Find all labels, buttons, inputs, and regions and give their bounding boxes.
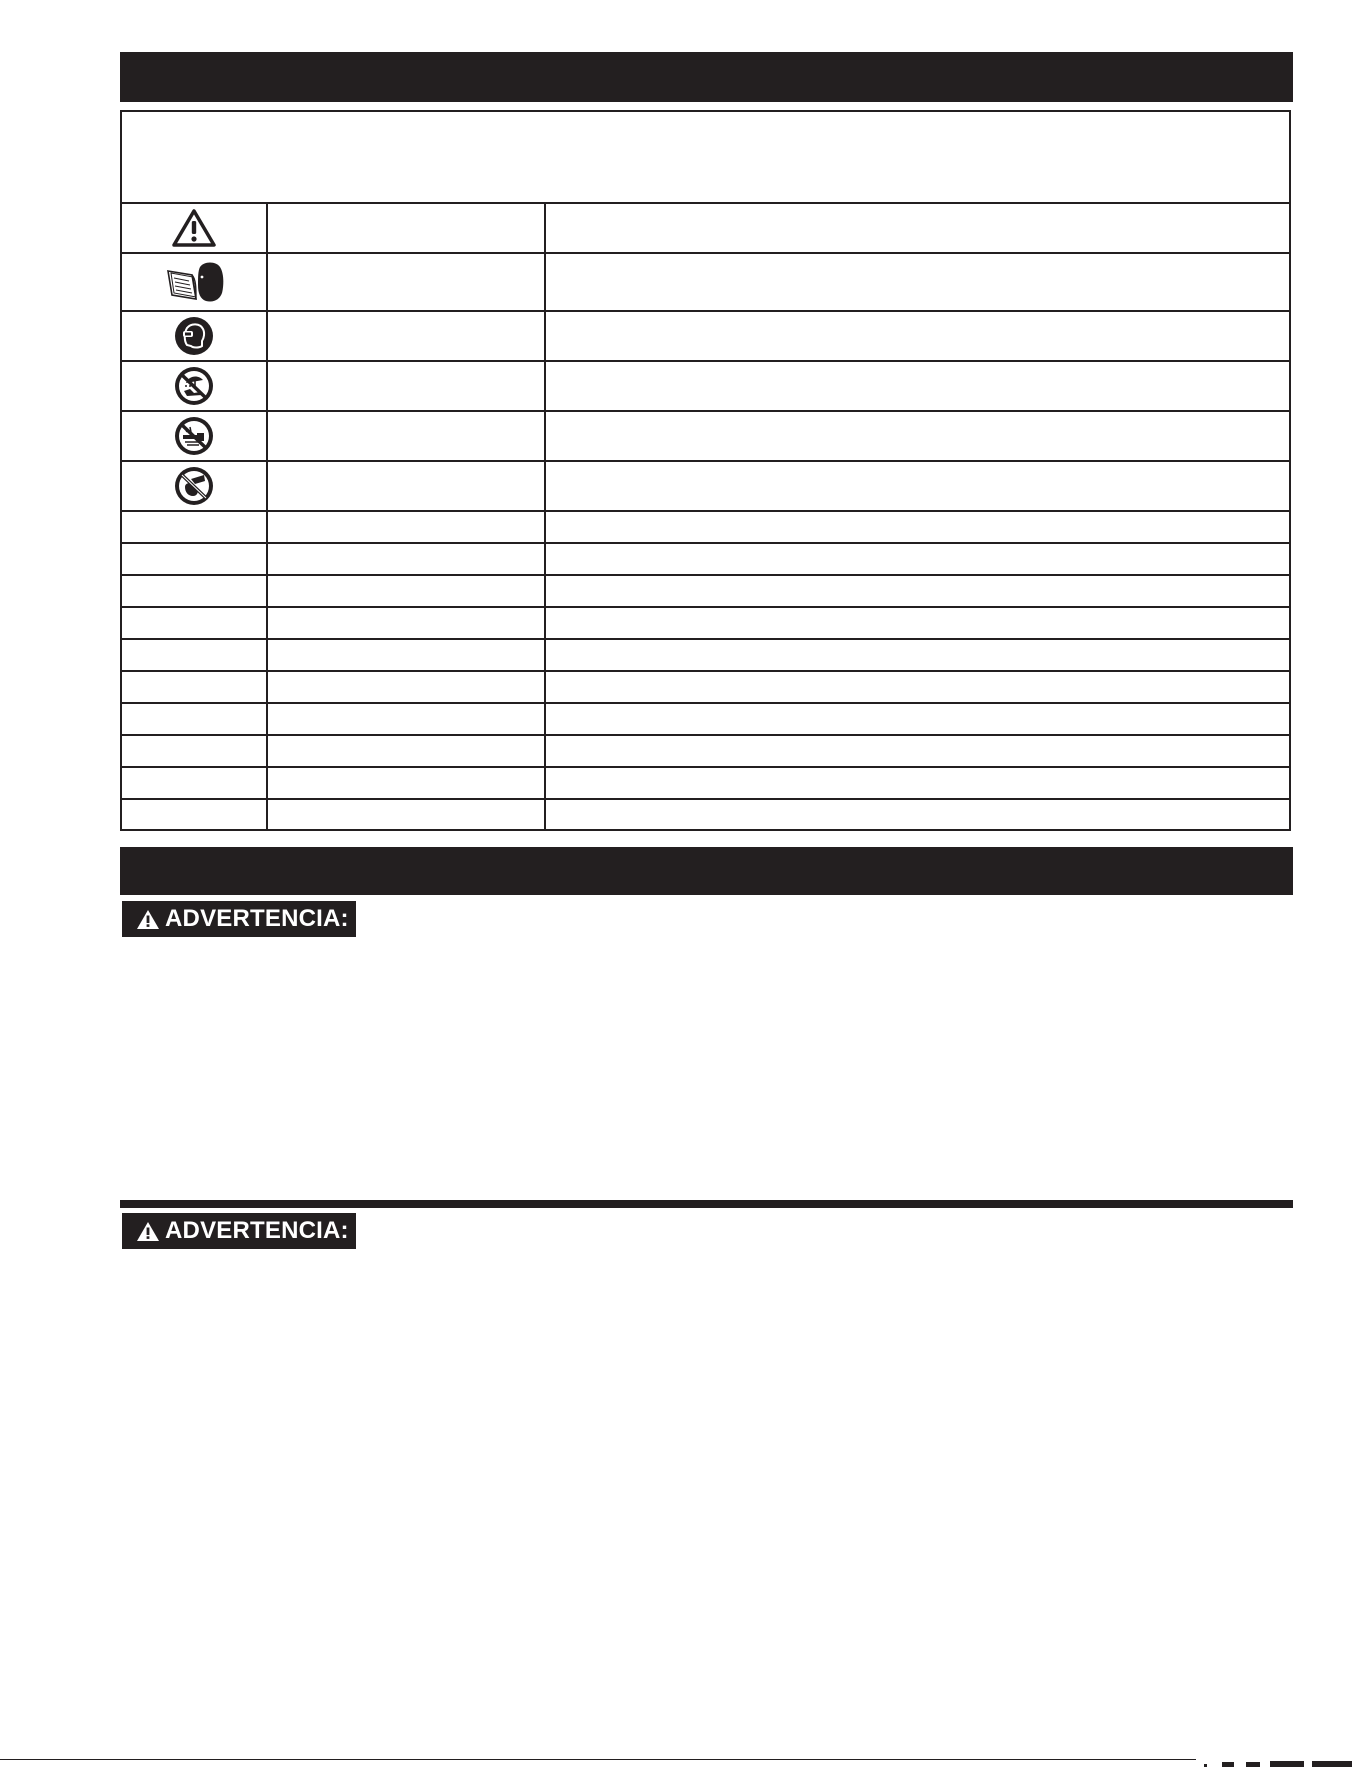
- safety-alert-triangle-icon: [122, 204, 266, 252]
- row-term: [272, 768, 540, 798]
- row-definition: [550, 800, 1285, 829]
- row-definition: [550, 704, 1285, 734]
- row-term: [272, 544, 540, 574]
- table-row: [122, 254, 1289, 312]
- row-term: [272, 640, 540, 670]
- table-row: [122, 736, 1289, 768]
- section-divider-rule: [120, 1200, 1293, 1208]
- table-row: [122, 362, 1289, 412]
- row-definition: [550, 204, 1285, 252]
- table-row: [122, 768, 1289, 800]
- wear-eye-protection-icon: [122, 312, 266, 360]
- table-row: [122, 640, 1289, 672]
- row-definition: [550, 254, 1285, 310]
- row-definition: [550, 608, 1285, 638]
- row-term: [272, 312, 540, 360]
- row-definition: [550, 362, 1285, 410]
- row-term: [272, 800, 540, 829]
- no-water-spray-icon: [122, 412, 266, 460]
- no-hand-contact-icon: [122, 462, 266, 510]
- row-term: [272, 512, 540, 542]
- row-definition: [550, 462, 1285, 510]
- row-term: [272, 736, 540, 766]
- table-row: [122, 672, 1289, 704]
- row-definition: [550, 576, 1285, 606]
- table-row: [122, 800, 1289, 829]
- row-definition: [550, 412, 1285, 460]
- table-row: [122, 312, 1289, 362]
- symbol-table-intro: [122, 112, 1289, 204]
- warning-triangle-icon: [136, 1221, 160, 1242]
- row-term: [272, 204, 540, 252]
- row-definition: [550, 640, 1285, 670]
- table-row: [122, 512, 1289, 544]
- row-definition: [550, 672, 1285, 702]
- footer-printer-marks: [1200, 1754, 1361, 1761]
- section-header-bar-top: [120, 52, 1293, 102]
- row-term: [272, 462, 540, 510]
- read-manual-icon: [122, 254, 266, 310]
- row-term: [272, 412, 540, 460]
- row-definition: [550, 312, 1285, 360]
- warning-label: [122, 1213, 356, 1249]
- table-row: [122, 544, 1289, 576]
- row-term: [272, 608, 540, 638]
- row-term: [272, 254, 540, 310]
- no-rain-exposure-icon: [122, 362, 266, 410]
- warning-triangle-icon: [136, 909, 160, 930]
- row-definition: [550, 512, 1285, 542]
- table-row: [122, 576, 1289, 608]
- row-definition: [550, 768, 1285, 798]
- footer-rule: [0, 1759, 1196, 1760]
- row-term: [272, 362, 540, 410]
- warning-label: [122, 901, 356, 937]
- row-definition: [550, 544, 1285, 574]
- row-definition: [550, 736, 1285, 766]
- row-term: [272, 704, 540, 734]
- table-row: [122, 204, 1289, 254]
- warning-label-text: ADVERTENCIA:: [165, 905, 349, 932]
- table-row: [122, 462, 1289, 512]
- row-term: [272, 576, 540, 606]
- symbol-table: [120, 110, 1291, 831]
- section-header-bar-middle: [120, 847, 1293, 895]
- table-row: [122, 412, 1289, 462]
- table-row: [122, 704, 1289, 736]
- warning-label-text: ADVERTENCIA:: [165, 1217, 349, 1244]
- table-row: [122, 608, 1289, 640]
- row-term: [272, 672, 540, 702]
